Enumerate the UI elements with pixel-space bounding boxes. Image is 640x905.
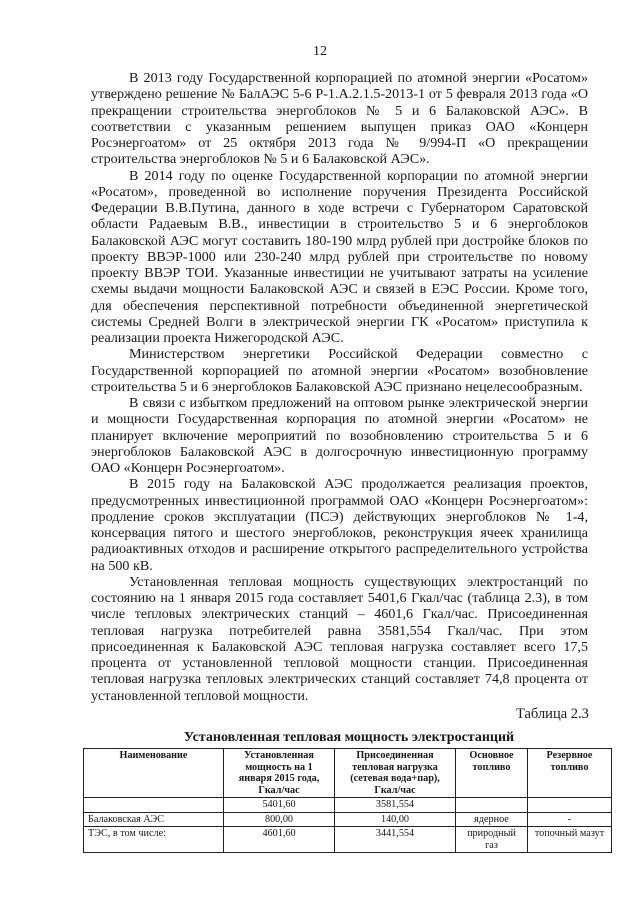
table-cell: - [528,812,612,827]
table-cell: 5401,60 [224,798,335,813]
table-cell: ядерное [456,812,528,827]
paragraph-5: В 2015 году на Балаковской АЭС продолжается реализация проектов, предусмотренных инвестиционной программой ОАО «Концерн Росэнергоатом»: продление сроков эксплуатации (ПСЭ) действующих энергоблоков № 1-4, консервация пятого и шестого энергоблоков, реконструкция ячеек хранилища радиоактивных отходов и расширение открытого распределительного устройства на 500 кВ. [91,476,588,574]
table-cell: 4601,60 [224,827,335,853]
header-reserve-fuel: Резервное топливо [528,749,612,798]
table-cell [528,798,612,813]
header-installed-capacity: Установленная мощность на 1 января 2015 года, Гкал/час [224,749,335,798]
table-cell: природный газ [456,827,528,853]
page-number: 12 [313,44,327,59]
header-main-fuel: Основное топливо [456,749,528,798]
body-text [91,70,588,704]
table-cell: ТЭС, в том числе: [84,827,224,853]
table-title: Установленная тепловая мощность электростанций [183,730,515,745]
table-header-row [84,749,612,798]
table-row [84,812,612,827]
header-name: Наименование [84,749,224,798]
paragraph-2: В 2014 году по оценке Государственной корпорации по атомной энергии «Росатом», проведенной во исполнение поручения Президента Российской Федерации В.В.Путина, данного в ходе встречи с Губернатором Саратовской области Радаевым В.В., инвестиции в строительство 5 и 6 энергоблоков Балаковской АЭС могут составить 180-190 млрд рублей при достройке блоков по проекту ВВЭР-1000 или 230-240 млрд рублей при строительстве по новому проекту ВВЭР ТОИ. Указанные инвестиции не учитывают затраты на усиление схемы выдачи мощности Балаковской АЭС и связей в ЕЭС России. Кроме того, для обеспечения перспективной потребности объединенной энергетической системы Средней Волги в электрической энергии ГК «Росатом» приступила к реализации проекта Нижегородской АЭС. [91,167,588,346]
table-cell: 800,00 [224,812,335,827]
heat-capacity-table [83,748,612,853]
table-cell: 140,00 [335,812,456,827]
table-cell: 3441,554 [335,827,456,853]
table-cell: топочный мазут [528,827,612,853]
paragraph-6: Установленная тепловая мощность существующих электростанций по состоянию на 1 января 2015 года составляет 5401,6 Гкал/час (таблица 2.3), в том числе тепловых электрических станций – 4601,6 Гкал/час. Присоединенная тепловая нагрузка потребителей равна 3581,554 Гкал/час. При этом присоединенная к Балаковской АЭС тепловая нагрузка составляет всего 17,5 процента от установленной тепловой мощности станции. Присоединенная тепловая нагрузка тепловых электрических станций составляет 74,8 процента от установленной тепловой мощности. [91,573,588,704]
paragraph-3: Министерством энергетики Российской Федерации совместно с Государственной корпорацией по атомной энергии «Росатом» возобновление строительства 5 и 6 энергоблоков Балаковской АЭС признано нецелесообразным. [91,346,588,395]
header-connected-load: Присоединенная тепловая нагрузка (сетевая вода+пар), Гкал/час [335,749,456,798]
table-cell [84,798,224,813]
table-row [84,827,612,853]
paragraph-1: В 2013 году Государственной корпорацией по атомной энергии «Росатом» утверждено решение № БалАЭС 5-6 Р-1.А.2.1.5-2013-1 от 5 февраля 2013 года «О прекращении строительства энергоблоков № 5 и 6 Балаковской АЭС». В соответствии с указанным решением выпущен приказ ОАО «Концерн Росэнергоатом» от 25 октября 2013 года № 9/994-П «О прекращении строительства энергоблоков № 5 и 6 Балаковской АЭС». [91,70,588,168]
table-cell [456,798,528,813]
table-row [84,798,612,813]
paragraph-4: В связи с избытком предложений на оптовом рынке электрической энергии и мощности Государственная корпорация по атомной энергии «Росатом» не планирует включение мероприятий по возобновлению строительства 5 и 6 энергоблоков Балаковской АЭС в долгосрочную инвестиционную программу ОАО «Концерн Росэнергоатом». [91,395,588,476]
table-label: Таблица 2.3 [516,706,589,722]
table-cell: 3581,554 [335,798,456,813]
table-cell: Балаковская АЭС [84,812,224,827]
